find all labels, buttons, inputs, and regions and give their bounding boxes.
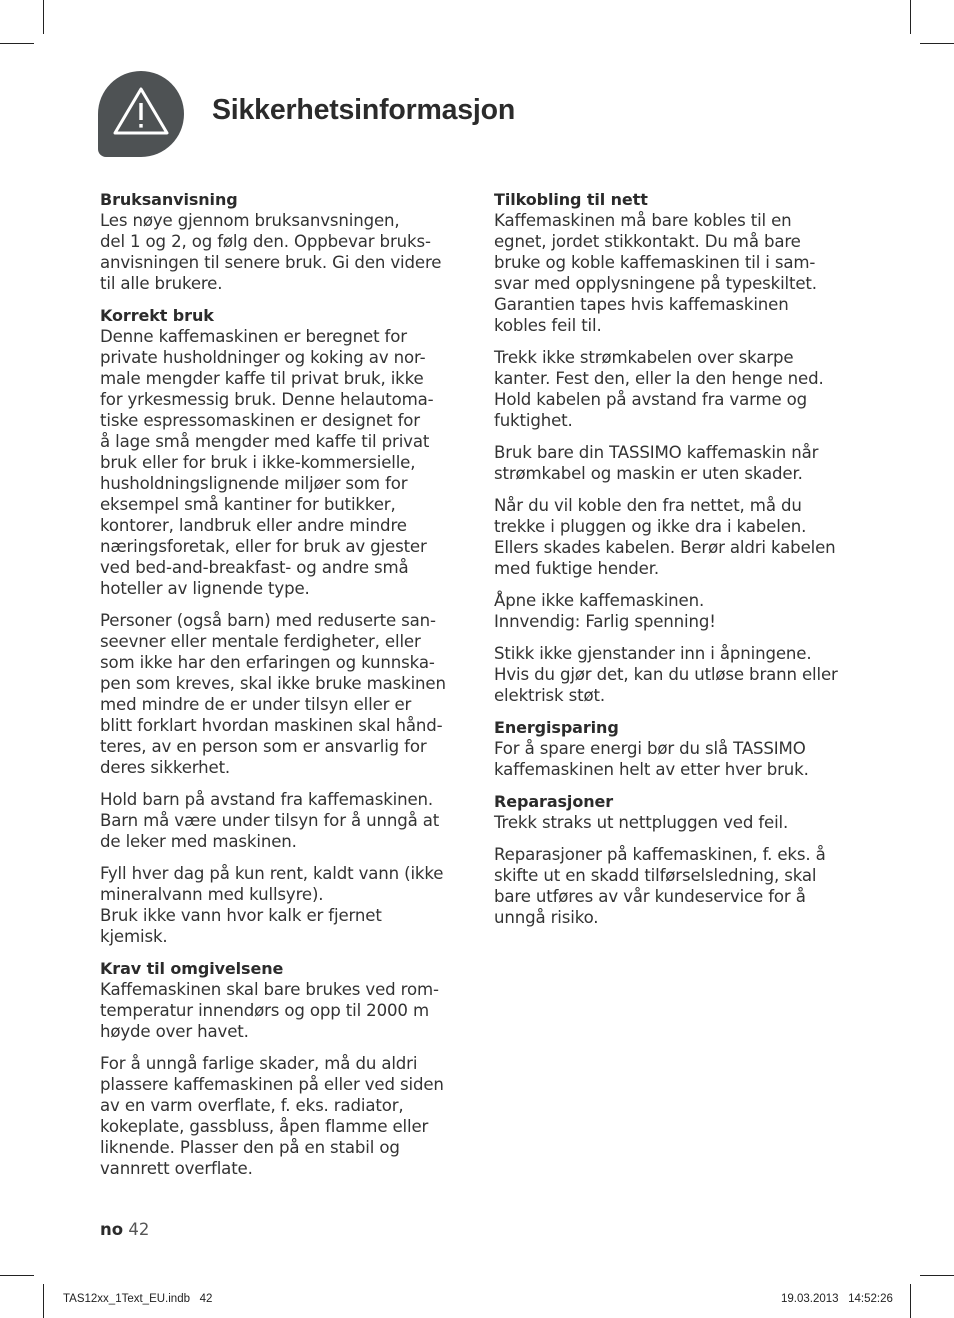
body-text-line: Barn må være under tilsyn for å unngå at <box>100 811 440 830</box>
text-section <box>494 189 866 336</box>
text-section <box>494 590 866 632</box>
text-section <box>100 789 472 852</box>
body-text-line: bare utføres av vår kundeservice for å <box>494 887 806 906</box>
body-text-line: Fyll hver dag på kun rent, kaldt vann (ikke <box>100 864 444 883</box>
body-text-line: Hold barn på avstand fra kaffemaskinen. <box>100 790 434 809</box>
crop-mark <box>0 43 34 44</box>
body-text-line: næringsforetak, eller for bruk av gjester <box>100 537 427 556</box>
section-heading: Bruksanvisning <box>100 190 238 209</box>
section-heading: Krav til omgivelsene <box>100 959 284 978</box>
body-text-line: strømkabel og maskin er uten skader. <box>494 464 803 483</box>
body-text-line: kontorer, landbruk eller andre mindre <box>100 516 407 535</box>
body-text-line: de leker med maskinen. <box>100 832 297 851</box>
body-text-line: Kaffemaskinen må bare kobles til en <box>494 211 792 230</box>
body-text-line: blitt forklart hvordan maskinen skal hånd- <box>100 716 443 735</box>
body-text-line: ved bed-and-breakfast- og andre små <box>100 558 409 577</box>
body-text-line: Stikk ikke gjenstander inn i åpningene. <box>494 644 812 663</box>
body-text-line: Når du vil koble den fra nettet, må du <box>494 496 802 515</box>
body-text-line: Reparasjoner på kaffemaskinen, f. eks. å <box>494 845 826 864</box>
body-text-line: For å unngå farlige skader, må du aldri <box>100 1054 418 1073</box>
warning-badge <box>98 71 184 157</box>
body-text-line: mineralvann med kullsyre). <box>100 885 324 904</box>
text-section <box>100 863 472 947</box>
body-text-line: Trekk ikke strømkabelen over skarpe <box>494 348 794 367</box>
text-section <box>494 495 866 579</box>
body-text-line: med fuktige hender. <box>494 559 659 578</box>
body-text-line: Denne kaffemaskinen er beregnet for <box>100 327 407 346</box>
body-text-line: deres sikkerhet. <box>100 758 231 777</box>
body-text-line: for yrkesmessig bruk. Denne helautoma- <box>100 390 434 409</box>
body-text-line: liknende. Plasser den på en stabil og <box>100 1138 400 1157</box>
body-text-line: Bruk ikke vann hvor kalk er fjernet <box>100 906 382 925</box>
crop-mark <box>43 1284 44 1318</box>
body-text-line: kjemisk. <box>100 927 168 946</box>
text-section <box>494 717 866 780</box>
body-text-line: For å spare energi bør du slå TASSIMO <box>494 739 806 758</box>
body-text-line: hoteller av lignende type. <box>100 579 310 598</box>
body-text-line: til alle brukere. <box>100 274 223 293</box>
text-section <box>494 844 866 928</box>
section-heading: Energisparing <box>494 718 619 737</box>
body-text-line: høyde over havet. <box>100 1022 249 1041</box>
text-section <box>100 610 472 778</box>
text-section <box>100 958 472 1042</box>
text-section <box>494 643 866 706</box>
text-section <box>100 189 472 294</box>
body-text-line: å lage små mengder med kaffe til privat <box>100 432 430 451</box>
body-text-line: vannrett overflate. <box>100 1159 253 1178</box>
body-text-line: husholdningslignende miljøer som for <box>100 474 408 493</box>
body-text-line: skifte ut en skadd tilførselsledning, skal <box>494 866 817 885</box>
body-text-line: unngå risiko. <box>494 908 599 927</box>
body-text-line: med mindre de er under tilsyn eller er <box>100 695 412 714</box>
body-text-line: anvisningen til senere bruk. Gi den videre <box>100 253 442 272</box>
body-text-line: bruke og koble kaffemaskinen til i sam- <box>494 253 816 272</box>
body-text-line: eksempel små kantiner for butikker, <box>100 495 396 514</box>
body-text-line: bruk eller for bruk i ikke-kommersielle, <box>100 453 416 472</box>
body-text-line: tiske espressomaskinen er designet for <box>100 411 420 430</box>
print-slug-timestamp: 19.03.2013 14:52:26 <box>781 1293 893 1305</box>
section-heading: Korrekt bruk <box>100 306 214 325</box>
crop-mark <box>0 1275 34 1276</box>
body-text-line: Garantien tapes hvis kaffemaskinen <box>494 295 789 314</box>
body-text-line: Hvis du gjør det, kan du utløse brann eller <box>494 665 838 684</box>
text-section <box>494 442 866 484</box>
body-text-line: som ikke har den erfaringen og kunnska- <box>100 653 435 672</box>
body-text-line: pen som kreves, skal ikke bruke maskinen <box>100 674 446 693</box>
body-text-line: male mengder kaffe til privat bruk, ikke <box>100 369 424 388</box>
crop-mark <box>43 0 44 34</box>
warning-icon <box>110 83 172 139</box>
language-code: no <box>100 1220 124 1239</box>
body-text-line: Innvendig: Farlig spenning! <box>494 612 716 631</box>
body-text-line: del 1 og 2, og følg den. Oppbevar bruks- <box>100 232 431 251</box>
body-text-line: kobles feil til. <box>494 316 602 335</box>
body-text-line: svar med opplysningene på typeskiltet. <box>494 274 817 293</box>
body-text-line: plassere kaffemaskinen på eller ved siden <box>100 1075 444 1094</box>
left-column <box>100 189 472 1190</box>
body-text-line: Ellers skades kabelen. Berør aldri kabelen <box>494 538 836 557</box>
body-text-line: Personer (også barn) med reduserte san- <box>100 611 436 630</box>
body-text-line: elektrisk støt. <box>494 686 605 705</box>
body-text-line: Trekk straks ut nettpluggen ved feil. <box>494 813 789 832</box>
body-text-line: kaffemaskinen helt av etter hver bruk. <box>494 760 809 779</box>
right-column <box>494 189 866 939</box>
body-text-line: Kaffemaskinen skal bare brukes ved rom- <box>100 980 439 999</box>
page-title: Sikkerhetsinformasjon <box>212 94 516 126</box>
body-text-line: Hold kabelen på avstand fra varme og <box>494 390 808 409</box>
page-footer <box>100 1220 149 1239</box>
section-heading: Reparasjoner <box>494 792 614 811</box>
crop-mark <box>920 1275 954 1276</box>
body-text-line: temperatur innendørs og opp til 2000 m <box>100 1001 429 1020</box>
body-text-line: Bruk bare din TASSIMO kaffemaskin når <box>494 443 819 462</box>
body-text-line: kokeplate, gassbluss, åpen flamme eller <box>100 1117 429 1136</box>
crop-mark <box>910 0 911 34</box>
body-text-line: Les nøye gjennom bruksanvsningen, <box>100 211 400 230</box>
body-text-line: seevner eller mentale ferdigheter, eller <box>100 632 421 651</box>
text-section <box>494 791 866 833</box>
text-section <box>494 347 866 431</box>
crop-mark <box>920 43 954 44</box>
body-text-line: kanter. Fest den, eller la den henge ned. <box>494 369 824 388</box>
text-section <box>100 1053 472 1179</box>
crop-mark <box>910 1284 911 1318</box>
body-text-line: fuktighet. <box>494 411 573 430</box>
page-number: 42 <box>128 1220 150 1239</box>
section-heading: Tilkobling til nett <box>494 190 648 209</box>
body-text-line: teres, av en person som er ansvarlig for <box>100 737 427 756</box>
print-slug-file: TAS12xx_1Text_EU.indb 42 <box>63 1293 213 1305</box>
body-text-line: av en varm overflate, f. eks. radiator, <box>100 1096 404 1115</box>
body-text-line: egnet, jordet stikkontakt. Du må bare <box>494 232 801 251</box>
body-text-line: private husholdninger og koking av nor- <box>100 348 426 367</box>
body-text-line: Åpne ikke kaffemaskinen. <box>494 591 705 610</box>
text-section <box>100 305 472 599</box>
body-text-line: trekke i pluggen og ikke dra i kabelen. <box>494 517 807 536</box>
